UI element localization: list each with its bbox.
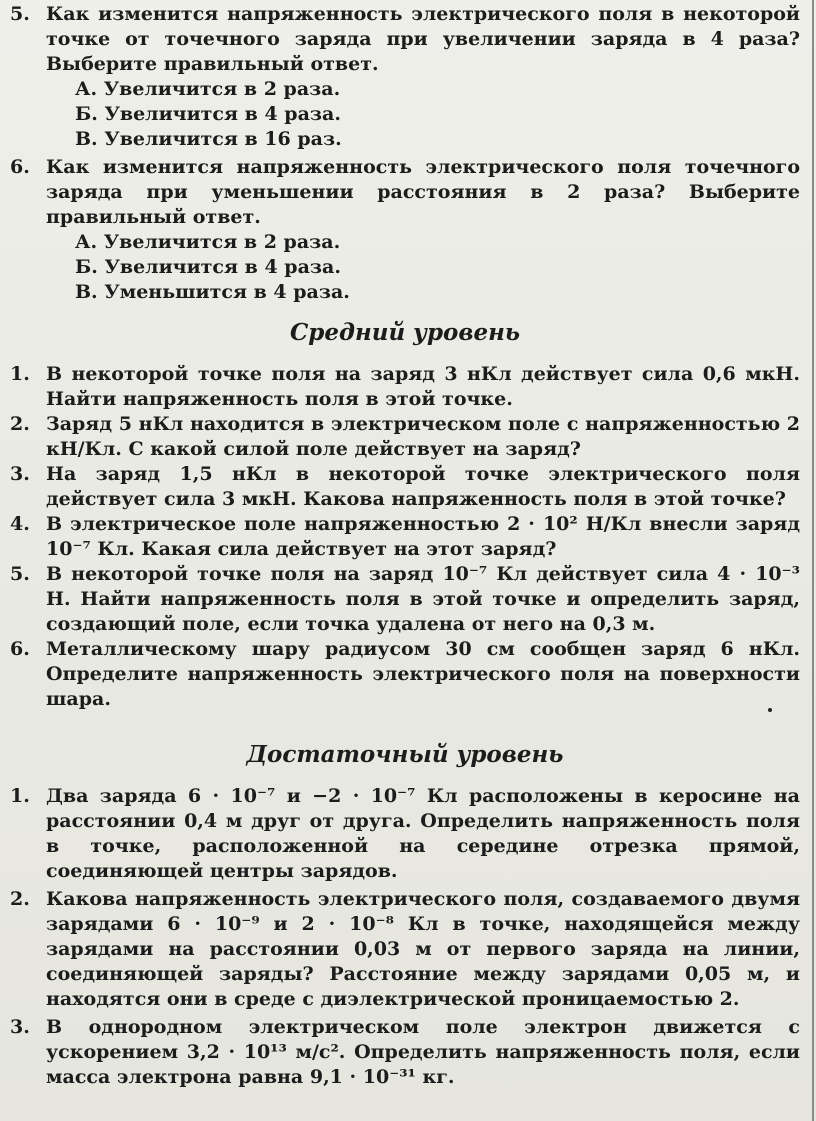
question-medium-4 [10,512,800,562]
answer-option: Б. Увеличится в 4 раза. [75,103,341,125]
question-sufficient-1 [10,784,800,884]
answer-option: А. Увеличится в 2 раза. [75,231,341,253]
question-text: Металлическому шару радиусом 30 см сообщен заряд 6 нКл. Определите напряженность электрического поля на поверхности шара. [46,638,800,710]
section-basic [10,2,800,305]
question-basic-5 [10,2,800,77]
question-medium-5 [10,562,800,637]
question-text: На заряд 1,5 нКл в некоторой точке электрического поля действует сила 3 мкН. Какова напряженность поля в этой точке? [46,463,800,510]
question-text: В однородном электрическом поле электрон движется с ускорением 3,2 · 10¹³ м/с². Определить напряженность поля, если масса электрона равна 9,1 · 10⁻³¹ кг. [46,1016,800,1088]
question-medium-2 [10,412,800,462]
question-medium-3 [10,462,800,512]
question-number: 6. [10,156,30,178]
section-sufficient [10,740,800,1090]
answer-option: А. Увеличится в 2 раза. [75,78,341,100]
answer-option: В. Уменьшится в 4 раза. [75,281,350,303]
question-number: 1. [10,363,30,385]
question-text: Как изменится напряженность электрического поля в некоторой точке от точечного заряда при увеличении заряда в 4 раза? Выберите правильный ответ. [46,3,800,75]
answer-options [10,230,800,305]
question-sufficient-2 [10,887,800,1012]
section-heading: Средний уровень [289,319,521,346]
question-basic-6 [10,155,800,230]
question-number: 2. [10,413,30,435]
question-text: Заряд 5 нКл находится в электрическом поле с напряженностью 2 кН/Кл. С какой силой поле действует на заряд? [46,413,800,460]
question-medium-6 [10,637,800,712]
question-text: Как изменится напряженность электрического поля точечного заряда при уменьшении расстояния в 2 раза? Выберите правильный ответ. [46,156,800,228]
question-text: Два заряда 6 · 10⁻⁷ и −2 · 10⁻⁷ Кл расположены в керосине на расстоянии 0,4 м друг от друга. Определить напряженность поля в точке, расположенной на середине отрезка прямой, соединяющей центры зарядов. [46,785,800,882]
question-text: В электрическое поле напряженностью 2 · 10² Н/Кл внесли заряд 10⁻⁷ Кл. Какая сила действует на этот заряд? [46,513,800,560]
question-number: 5. [10,3,30,25]
question-medium-1 [10,362,800,412]
question-number: 3. [10,1016,30,1038]
answer-option: Б. Увеличится в 4 раза. [75,256,341,278]
answer-option: В. Увеличится в 16 раз. [75,128,342,150]
question-text: В некоторой точке поля на заряд 10⁻⁷ Кл действует сила 4 · 10⁻³ Н. Найти напряженность поля в этой точке и определить заряд, создающий поле, если точка удалена от него на 0,3 м. [46,563,800,635]
question-number: 5. [10,563,30,585]
question-text: В некоторой точке поля на заряд 3 нКл действует сила 0,6 мкН. Найти напряженность поля в этой точке. [46,363,800,410]
page-edge-line [812,0,814,1121]
question-number: 3. [10,463,30,485]
question-number: 4. [10,513,30,535]
question-number: 6. [10,638,30,660]
section-medium [10,318,800,712]
question-text: Какова напряженность электрического поля, создаваемого двумя зарядами 6 · 10⁻⁹ и 2 · 10⁻⁸ Кл в точке, находящейся между зарядами на расстоянии 0,03 м от первого заряда на линии, соединяющей заряды? Расстояние между зарядами 0,05 м, и находятся они в среде с диэлектрической проницаемостью 2. [46,888,800,1010]
question-number: 2. [10,888,30,910]
question-number: 1. [10,785,30,807]
question-sufficient-3 [10,1015,800,1090]
section-heading: Достаточный уровень [246,741,564,768]
answer-options [10,77,800,152]
